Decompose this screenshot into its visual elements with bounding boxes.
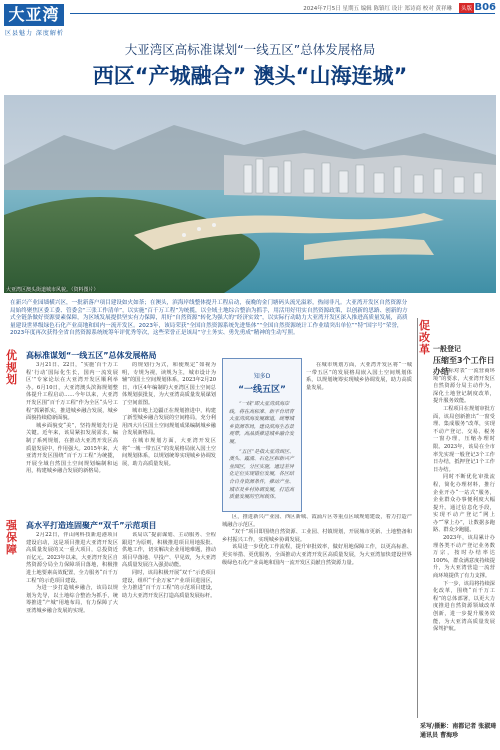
paragraph: 3月21日、22日，“实施‘百千万工程’行动‘国际化生长，国内一流发展区’”专家论坛在大亚湾开发区顺利举办。6月10日，大亚湾澳头滨海规划整体提升工程启动……今年以来，大亚湾开发区围“百千万工程”作为全区“头号工程”抓紧抓实，推进城乡融合发展，城乡面貌持续稳新面貌。 [26,362,118,422]
section1-col1 [26,362,118,512]
byline-correspondent: 通讯员 曹海珍 [420,732,459,739]
paragraph: 的规划行为式，和使规定“如视为明，专规为视，读规为主，城市设计为辅”的国土空间规划体系，2023年2月20日，市区4年编制的大亚湾区国土空间总体规划获批复，为大亚湾高质量发展谋划了空间蓝图。 [122,362,216,406]
paragraph: 在城市规划方面，大亚湾开发区将“一城一带五区”的发展格局嵌入国土空间规划体系，以规划统筹实现城乡协调发展，助力高质量发展。 [306,362,412,391]
section2-col1 [26,532,118,718]
section3-kicker: 一般登记 [433,345,461,353]
info-box [222,358,302,512]
paragraph: 2023年，该局累计办理各类不动产登记业务数万宗，按时办结率达100%，群众满意度持续提升，为大亚湾营造一流营商环境提供了有力支撑。 [433,535,495,580]
byline [420,722,496,740]
section2-col2 [122,532,216,718]
paragraph: 下一步，该局将持续深化改革，围绕“百千万工程”的总体部署，以更大力度推进自然资源领域改革创新，进一步提升服务效能，为大亚湾高质量发展保驾护航。 [433,580,495,633]
edition-tag: 头版 [459,3,474,13]
right-column-divider [417,318,418,718]
section2-col3 [222,514,412,718]
header-rule [70,13,495,14]
paragraph: 在城市规划方面，大亚湾开发区将“一城一带五区”的发展格局嵌入国土空间规划体系，以规划统筹实现城乡协调发展，助力高质量发展。 [122,437,216,467]
section3-side-label: 促改革 [419,319,430,356]
paragraph: 工程项目在规划审批方面，该局创新推出“一窗受理、集成服务”改革，实现不动产登记、交易、税务一窗办理，压缩办理时限。2023年，该局在全市率先实现一般登记3个工作日办结，抵押登记1个工作日办结。 [433,405,495,473]
photo-caption: 大亚湾区澳头街道城市风貌。（资料图片） [6,287,99,293]
section3-heading: 压缩至3个工作日办结 [433,356,495,376]
info-box-subtitle: “一线五区” [238,385,286,395]
section1-heading: 高标准谋划“一线五区”总体发展格局 [26,351,157,360]
page-header [0,0,500,38]
section1-col3 [306,362,412,512]
article-headline: 西区“产城融合” 澳头“山海连城” [92,64,408,88]
page-number: B06 [474,2,496,13]
dateline: 2024年7月5日 星期五 编辑 陈镇红 设计 郑诗商 校对 黄祥琳 [303,6,452,12]
paragraph: 该局进一步优化工作流程，提升审批效率，做好用地保障工作，以更高标准、更实举措、更优服务，全面推动大亚湾开发区高质量发展，为大亚湾加快建设世界级绿色石化产业高地和国内一流开发区贡献自然资源力量。 [222,544,412,566]
paragraph: “一线”即大亚湾滨海岸线，将在高标准、新平台培育大亚湾滨海发展廊道，统筹城乡资源布局，建设滨海生态景观带，高品质推进城乡融合发展。 [229,401,295,445]
info-box-body [229,401,295,502]
paragraph: 同时不断优化审批流程，简化办理材料，推行企业开办“一站式”服务，企业群众办事便利度大幅提升。通过信息化手段，实现不动产登记“网上办”“掌上办”，让数据多跑路、群众少跑腿。 [433,474,495,534]
section2-heading: 高水平打造连固聚产“双千”示范项目 [26,521,157,530]
paragraph: 为进一步打造城乡融合，该局以规划为先导，以土地综合整治为抓手，统筹推进“产城”用地布局，有力保障了大亚湾城乡融合发展的实现。 [26,585,118,614]
section3-body [433,368,495,718]
info-box-title: 知多D [253,373,271,380]
paragraph: 区，推进新兴产业园、西区新城、霞涌片区等重点区域规划建设，着力打造产城融合示范区。 [222,514,412,528]
section-slogan: 区县魅力 深度解析 [5,30,64,37]
article-intro: 在新兴产业园墙横兴区，一批新落户项目建设如火如荼；在澳头，滨海岸线整体提升工程启动，夜晚的金门塘码头流光溢彩，热闹非凡。大亚湾开发区自然资源分局始终聚焦区委工委、管委会“三张工作清单”，以实施“百千万工程”为统揽，以全域土地综合整治为抓手，用活用好用实自然资源政策，以创新的思路、创新的方式全链条做好资源要素保障，为区域发展提供坚实有力保障，用好“自然资源”转化为强大的“经济实效”，以实际行动助力大亚湾开发区深入推进高质量发展，高质量建设世界级绿色石化产业高地和国内一流开发区。2023年，该局荣获“全国自然资源系统先进集体”“全国自然资源统计工作业绩突出单位”“特”国字号”荣誉，2023年度再次获得全省自然资源系统统筹年评优秀等次，这些荣誉正是该局“守土务实、勇先勇成”精神的生动写照。 [10,300,408,337]
paragraph: “双千”项目即围绕自然资源、工业园、村镇规划，开展城市更新、土地整备和乡村振兴工作，实现城乡协调发展。 [222,529,412,543]
article-subtitle: 大亚湾区高标准谋划“一线五区”总体发展格局 [124,42,376,57]
paragraph: 2月22日，伴山网科技新进港项目建设启动，这是项目推进大亚湾开发区高质量发展的又一重大项目，总投资近百亿元。2023年以来，大亚湾开发区自然资源分局全力保障项目落地，积极推进土地要素高效配置，全力服务“百千万工程”的示范项目建设。 [26,532,118,584]
paragraph: 城市地上边疆正在规划推进中，构建了新型城乡融合发展的空间格局，充分利用四大片区国土空间规划成果编制城乡融合发展新格局。 [122,407,216,437]
section1-col2 [122,362,216,512]
paragraph: 该局以“提前谋划、主动服务、全程跟进”为原则，积极推进项目用地报批、供地工作，切实解决企业用地难题，推动项目早落地、早投产、早见效，为大亚湾高质量发展注入强劲动能。 [122,532,216,569]
paragraph: 对标对表“一流营商环境”的要求，大亚湾开发区自然资源分局主动作为，深化土地登记制度改革，提升服务效能。 [433,368,495,405]
byline-reporter: 采写/摄影：南都记者 张淑琦 [420,723,497,730]
section-logo: 大亚湾 [4,4,64,26]
coastal-city-photo [4,95,496,293]
section2-side-label: 强保障 [6,519,17,556]
paragraph: 城乡面貌变“美”，坚持规划先行是关键。近年来，该局紧扣发展需求，编制了系列规划，在推动大亚湾开发区高质量发展中，作用强大。2015年来，大亚湾开发区围绕“百千万工程”为统揽，开展全域自然国土空间规划编制和运用，构建城乡融合发展的新格局。 [26,422,118,475]
paragraph: “五区”是指大亚湾西区、澳头、霞涌、石化区和新兴产业园区，分区实施，通过差异化定位实现错位发展，各区结合自身资源条件，推动产业、城市及乡村协调发展，打造高质量发展的空间载体。 [229,448,295,501]
section1-side-label: 优规划 [6,349,17,386]
paragraph: 同时，该局积极开展“双千”示范项目建设，组织“千企万家”产业项目进园区，全力推进“百千万工程”的示范项目建设，助力大亚湾开发区打造高质量发展标杆。 [122,569,216,599]
